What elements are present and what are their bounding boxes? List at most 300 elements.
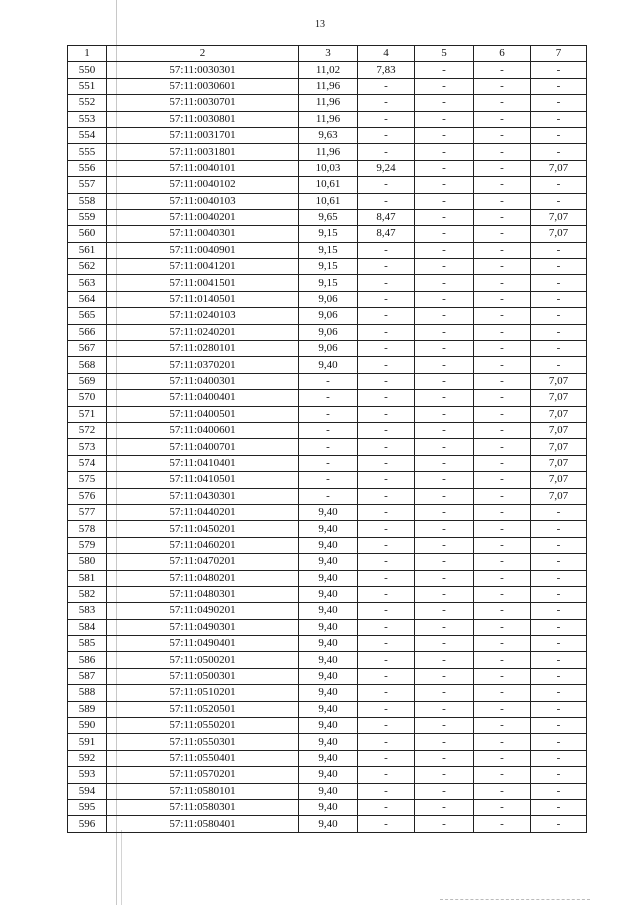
col6-value-cell: - xyxy=(474,177,531,193)
table-row xyxy=(68,570,587,586)
col7-value-cell: 7,07 xyxy=(531,455,587,471)
cadastral-code-cell: 57:11:0550301 xyxy=(107,734,299,750)
col4-value-cell: - xyxy=(358,341,415,357)
table-row xyxy=(68,422,587,438)
row-number-cell: 553 xyxy=(68,111,107,127)
table-row xyxy=(68,193,587,209)
table-row xyxy=(68,373,587,389)
col7-value-cell: - xyxy=(531,554,587,570)
column-header: 2 xyxy=(107,46,299,62)
col3-value-cell: 11,96 xyxy=(299,78,358,94)
header-row xyxy=(68,46,587,62)
col6-value-cell: - xyxy=(474,554,531,570)
cadastral-code-cell: 57:11:0400701 xyxy=(107,439,299,455)
col7-value-cell: - xyxy=(531,193,587,209)
col3-value-cell: 11,02 xyxy=(299,62,358,78)
col6-value-cell: - xyxy=(474,275,531,291)
col4-value-cell: - xyxy=(358,799,415,815)
row-number-cell: 554 xyxy=(68,127,107,143)
col4-value-cell: - xyxy=(358,127,415,143)
cadastral-code-cell: 57:11:0400301 xyxy=(107,373,299,389)
col6-value-cell: - xyxy=(474,636,531,652)
col5-value-cell: - xyxy=(415,127,474,143)
cadastral-code-cell: 57:11:0440201 xyxy=(107,504,299,520)
col5-value-cell: - xyxy=(415,455,474,471)
col5-value-cell: - xyxy=(415,242,474,258)
col6-value-cell: - xyxy=(474,718,531,734)
col7-value-cell: - xyxy=(531,324,587,340)
row-number-cell: 570 xyxy=(68,390,107,406)
col3-value-cell: - xyxy=(299,422,358,438)
col6-value-cell: - xyxy=(474,816,531,832)
table-row xyxy=(68,291,587,307)
col4-value-cell: - xyxy=(358,619,415,635)
col7-value-cell: - xyxy=(531,95,587,111)
col6-value-cell: - xyxy=(474,439,531,455)
cadastral-code-cell: 57:11:0450201 xyxy=(107,521,299,537)
scan-artifact-line xyxy=(440,899,590,901)
table-row xyxy=(68,439,587,455)
cadastral-code-cell: 57:11:0400401 xyxy=(107,390,299,406)
table-row xyxy=(68,324,587,340)
table-row xyxy=(68,521,587,537)
col6-value-cell: - xyxy=(474,701,531,717)
col7-value-cell: - xyxy=(531,78,587,94)
row-number-cell: 590 xyxy=(68,718,107,734)
cadastral-code-cell: 57:11:0580101 xyxy=(107,783,299,799)
col5-value-cell: - xyxy=(415,767,474,783)
cadastral-code-cell: 57:11:0510201 xyxy=(107,685,299,701)
row-number-cell: 596 xyxy=(68,816,107,832)
col3-value-cell: 9,40 xyxy=(299,701,358,717)
col4-value-cell: - xyxy=(358,586,415,602)
col6-value-cell: - xyxy=(474,127,531,143)
cadastral-code-cell: 57:11:0030701 xyxy=(107,95,299,111)
col3-value-cell: - xyxy=(299,406,358,422)
col7-value-cell: - xyxy=(531,718,587,734)
col7-value-cell: 7,07 xyxy=(531,209,587,225)
cadastral-code-cell: 57:11:0040201 xyxy=(107,209,299,225)
col6-value-cell: - xyxy=(474,455,531,471)
col3-value-cell: - xyxy=(299,455,358,471)
col5-value-cell: - xyxy=(415,521,474,537)
table-row xyxy=(68,586,587,602)
column-header: 3 xyxy=(299,46,358,62)
row-number-cell: 593 xyxy=(68,767,107,783)
col4-value-cell: - xyxy=(358,488,415,504)
row-number-cell: 577 xyxy=(68,504,107,520)
col5-value-cell: - xyxy=(415,177,474,193)
col6-value-cell: - xyxy=(474,783,531,799)
col3-value-cell: 9,40 xyxy=(299,619,358,635)
table-row xyxy=(68,472,587,488)
col6-value-cell: - xyxy=(474,259,531,275)
col5-value-cell: - xyxy=(415,537,474,553)
col5-value-cell: - xyxy=(415,816,474,832)
col4-value-cell: - xyxy=(358,521,415,537)
table-row xyxy=(68,341,587,357)
col6-value-cell: - xyxy=(474,78,531,94)
table-row xyxy=(68,750,587,766)
cadastral-code-cell: 57:11:0040103 xyxy=(107,193,299,209)
col7-value-cell: - xyxy=(531,111,587,127)
col4-value-cell: - xyxy=(358,816,415,832)
cadastral-code-cell: 57:11:0470201 xyxy=(107,554,299,570)
col3-value-cell: 9,40 xyxy=(299,718,358,734)
col7-value-cell: - xyxy=(531,734,587,750)
col5-value-cell: - xyxy=(415,750,474,766)
col7-value-cell: - xyxy=(531,750,587,766)
col7-value-cell: - xyxy=(531,357,587,373)
col5-value-cell: - xyxy=(415,701,474,717)
col5-value-cell: - xyxy=(415,619,474,635)
row-number-cell: 551 xyxy=(68,78,107,94)
cadastral-code-cell: 57:11:0031701 xyxy=(107,127,299,143)
table-row xyxy=(68,308,587,324)
table-row xyxy=(68,734,587,750)
col7-value-cell: - xyxy=(531,177,587,193)
col5-value-cell: - xyxy=(415,226,474,242)
col3-value-cell: 9,15 xyxy=(299,242,358,258)
col5-value-cell: - xyxy=(415,422,474,438)
col3-value-cell: - xyxy=(299,488,358,504)
col7-value-cell: - xyxy=(531,62,587,78)
col4-value-cell: - xyxy=(358,472,415,488)
row-number-cell: 562 xyxy=(68,259,107,275)
col3-value-cell: 9,40 xyxy=(299,537,358,553)
row-number-cell: 550 xyxy=(68,62,107,78)
col6-value-cell: - xyxy=(474,226,531,242)
cadastral-code-cell: 57:11:0580301 xyxy=(107,799,299,815)
col3-value-cell: 10,61 xyxy=(299,193,358,209)
col4-value-cell: - xyxy=(358,275,415,291)
cadastral-code-cell: 57:11:0500201 xyxy=(107,652,299,668)
column-header: 1 xyxy=(68,46,107,62)
table-body xyxy=(68,62,587,832)
cadastral-code-cell: 57:11:0580401 xyxy=(107,816,299,832)
cadastral-code-cell: 57:11:0460201 xyxy=(107,537,299,553)
row-number-cell: 579 xyxy=(68,537,107,553)
col7-value-cell: - xyxy=(531,144,587,160)
col3-value-cell: 9,40 xyxy=(299,586,358,602)
cadastral-code-cell: 57:11:0550201 xyxy=(107,718,299,734)
col4-value-cell: 7,83 xyxy=(358,62,415,78)
col5-value-cell: - xyxy=(415,324,474,340)
cadastral-code-cell: 57:11:0520501 xyxy=(107,701,299,717)
col5-value-cell: - xyxy=(415,472,474,488)
col6-value-cell: - xyxy=(474,734,531,750)
column-header: 6 xyxy=(474,46,531,62)
col7-value-cell: 7,07 xyxy=(531,373,587,389)
col3-value-cell: 9,06 xyxy=(299,308,358,324)
row-number-cell: 575 xyxy=(68,472,107,488)
row-number-cell: 588 xyxy=(68,685,107,701)
row-number-cell: 581 xyxy=(68,570,107,586)
col5-value-cell: - xyxy=(415,439,474,455)
col3-value-cell: - xyxy=(299,373,358,389)
cadastral-code-cell: 57:11:0480201 xyxy=(107,570,299,586)
table-row xyxy=(68,111,587,127)
row-number-cell: 595 xyxy=(68,799,107,815)
row-number-cell: 556 xyxy=(68,160,107,176)
row-number-cell: 552 xyxy=(68,95,107,111)
table-row xyxy=(68,177,587,193)
cadastral-code-cell: 57:11:0040102 xyxy=(107,177,299,193)
col7-value-cell: 7,07 xyxy=(531,439,587,455)
col5-value-cell: - xyxy=(415,111,474,127)
cadastral-code-cell: 57:11:0031801 xyxy=(107,144,299,160)
row-number-cell: 589 xyxy=(68,701,107,717)
col5-value-cell: - xyxy=(415,308,474,324)
row-number-cell: 565 xyxy=(68,308,107,324)
table-row xyxy=(68,488,587,504)
col6-value-cell: - xyxy=(474,144,531,160)
col6-value-cell: - xyxy=(474,685,531,701)
table-row xyxy=(68,767,587,783)
col6-value-cell: - xyxy=(474,603,531,619)
col4-value-cell: - xyxy=(358,636,415,652)
col3-value-cell: 9,40 xyxy=(299,685,358,701)
col6-value-cell: - xyxy=(474,586,531,602)
table-row xyxy=(68,275,587,291)
col7-value-cell: - xyxy=(531,668,587,684)
table-row xyxy=(68,619,587,635)
col5-value-cell: - xyxy=(415,259,474,275)
col4-value-cell: - xyxy=(358,259,415,275)
col5-value-cell: - xyxy=(415,275,474,291)
col6-value-cell: - xyxy=(474,668,531,684)
col3-value-cell: 9,15 xyxy=(299,259,358,275)
col4-value-cell: - xyxy=(358,455,415,471)
col4-value-cell: 8,47 xyxy=(358,209,415,225)
col6-value-cell: - xyxy=(474,193,531,209)
col4-value-cell: - xyxy=(358,324,415,340)
col5-value-cell: - xyxy=(415,783,474,799)
col7-value-cell: - xyxy=(531,767,587,783)
col7-value-cell: - xyxy=(531,603,587,619)
col7-value-cell: 7,07 xyxy=(531,472,587,488)
col7-value-cell: 7,07 xyxy=(531,390,587,406)
cadastral-code-cell: 57:11:0280101 xyxy=(107,341,299,357)
col3-value-cell: 9,40 xyxy=(299,570,358,586)
col3-value-cell: - xyxy=(299,439,358,455)
row-number-cell: 592 xyxy=(68,750,107,766)
col6-value-cell: - xyxy=(474,406,531,422)
col5-value-cell: - xyxy=(415,291,474,307)
cadastral-code-cell: 57:11:0030301 xyxy=(107,62,299,78)
col6-value-cell: - xyxy=(474,488,531,504)
col6-value-cell: - xyxy=(474,750,531,766)
table-row xyxy=(68,78,587,94)
col7-value-cell: 7,07 xyxy=(531,226,587,242)
table-row xyxy=(68,209,587,225)
table-row xyxy=(68,718,587,734)
table-row xyxy=(68,504,587,520)
col7-value-cell: - xyxy=(531,816,587,832)
col4-value-cell: - xyxy=(358,783,415,799)
table-row xyxy=(68,603,587,619)
col6-value-cell: - xyxy=(474,324,531,340)
table-row xyxy=(68,160,587,176)
col4-value-cell: - xyxy=(358,111,415,127)
col4-value-cell: - xyxy=(358,144,415,160)
row-number-cell: 573 xyxy=(68,439,107,455)
col7-value-cell: - xyxy=(531,504,587,520)
row-number-cell: 594 xyxy=(68,783,107,799)
table-row xyxy=(68,226,587,242)
col7-value-cell: - xyxy=(531,275,587,291)
col7-value-cell: - xyxy=(531,127,587,143)
col5-value-cell: - xyxy=(415,62,474,78)
col7-value-cell: - xyxy=(531,685,587,701)
col6-value-cell: - xyxy=(474,291,531,307)
table-row xyxy=(68,783,587,799)
col5-value-cell: - xyxy=(415,78,474,94)
table-row xyxy=(68,799,587,815)
col3-value-cell: 11,96 xyxy=(299,95,358,111)
col4-value-cell: - xyxy=(358,95,415,111)
table-row xyxy=(68,636,587,652)
col7-value-cell: - xyxy=(531,291,587,307)
row-number-cell: 587 xyxy=(68,668,107,684)
table-row xyxy=(68,144,587,160)
row-number-cell: 576 xyxy=(68,488,107,504)
col4-value-cell: - xyxy=(358,734,415,750)
row-number-cell: 585 xyxy=(68,636,107,652)
col5-value-cell: - xyxy=(415,160,474,176)
col7-value-cell: - xyxy=(531,701,587,717)
table-row xyxy=(68,62,587,78)
col5-value-cell: - xyxy=(415,193,474,209)
col3-value-cell: - xyxy=(299,390,358,406)
col4-value-cell: - xyxy=(358,603,415,619)
col7-value-cell: - xyxy=(531,570,587,586)
row-number-cell: 559 xyxy=(68,209,107,225)
col3-value-cell: 9,63 xyxy=(299,127,358,143)
col5-value-cell: - xyxy=(415,144,474,160)
col7-value-cell: 7,07 xyxy=(531,422,587,438)
row-number-cell: 578 xyxy=(68,521,107,537)
col5-value-cell: - xyxy=(415,95,474,111)
page-number: 13 xyxy=(315,19,325,30)
col6-value-cell: - xyxy=(474,652,531,668)
col7-value-cell: - xyxy=(531,259,587,275)
col6-value-cell: - xyxy=(474,357,531,373)
cadastral-code-cell: 57:11:0480301 xyxy=(107,586,299,602)
col5-value-cell: - xyxy=(415,504,474,520)
col3-value-cell: 10,03 xyxy=(299,160,358,176)
col4-value-cell: 9,24 xyxy=(358,160,415,176)
cadastral-code-cell: 57:11:0500301 xyxy=(107,668,299,684)
col4-value-cell: - xyxy=(358,390,415,406)
col4-value-cell: - xyxy=(358,357,415,373)
col3-value-cell: 9,40 xyxy=(299,603,358,619)
col5-value-cell: - xyxy=(415,603,474,619)
col4-value-cell: - xyxy=(358,701,415,717)
col6-value-cell: - xyxy=(474,537,531,553)
col4-value-cell: - xyxy=(358,193,415,209)
table-row xyxy=(68,554,587,570)
col3-value-cell: 9,40 xyxy=(299,799,358,815)
row-number-cell: 564 xyxy=(68,291,107,307)
table-row xyxy=(68,537,587,553)
row-number-cell: 557 xyxy=(68,177,107,193)
row-number-cell: 572 xyxy=(68,422,107,438)
col6-value-cell: - xyxy=(474,209,531,225)
col6-value-cell: - xyxy=(474,242,531,258)
col6-value-cell: - xyxy=(474,308,531,324)
col7-value-cell: - xyxy=(531,619,587,635)
col3-value-cell: 9,15 xyxy=(299,275,358,291)
col4-value-cell: - xyxy=(358,308,415,324)
col4-value-cell: - xyxy=(358,504,415,520)
col5-value-cell: - xyxy=(415,209,474,225)
col3-value-cell: 9,40 xyxy=(299,554,358,570)
cadastral-code-cell: 57:11:0030801 xyxy=(107,111,299,127)
col4-value-cell: - xyxy=(358,373,415,389)
col4-value-cell: - xyxy=(358,554,415,570)
col6-value-cell: - xyxy=(474,422,531,438)
col6-value-cell: - xyxy=(474,619,531,635)
cadastral-code-cell: 57:11:0240103 xyxy=(107,308,299,324)
col5-value-cell: - xyxy=(415,570,474,586)
col3-value-cell: 9,06 xyxy=(299,324,358,340)
col7-value-cell: - xyxy=(531,242,587,258)
row-number-cell: 586 xyxy=(68,652,107,668)
scan-binding-line-lower xyxy=(121,830,122,905)
table-row xyxy=(68,242,587,258)
col3-value-cell: 10,61 xyxy=(299,177,358,193)
col3-value-cell: 9,40 xyxy=(299,504,358,520)
table-row xyxy=(68,406,587,422)
col3-value-cell: 11,96 xyxy=(299,111,358,127)
table-row xyxy=(68,95,587,111)
col3-value-cell: - xyxy=(299,472,358,488)
table-row xyxy=(68,127,587,143)
col3-value-cell: 9,40 xyxy=(299,783,358,799)
cadastral-code-cell: 57:11:0490301 xyxy=(107,619,299,635)
col3-value-cell: 9,40 xyxy=(299,357,358,373)
row-number-cell: 555 xyxy=(68,144,107,160)
cadastral-code-cell: 57:11:0040301 xyxy=(107,226,299,242)
col3-value-cell: 9,40 xyxy=(299,521,358,537)
col4-value-cell: 8,47 xyxy=(358,226,415,242)
col6-value-cell: - xyxy=(474,62,531,78)
cadastral-code-cell: 57:11:0240201 xyxy=(107,324,299,340)
col3-value-cell: 9,06 xyxy=(299,341,358,357)
col5-value-cell: - xyxy=(415,652,474,668)
column-header: 7 xyxy=(531,46,587,62)
col6-value-cell: - xyxy=(474,799,531,815)
col3-value-cell: 9,40 xyxy=(299,652,358,668)
col6-value-cell: - xyxy=(474,160,531,176)
col4-value-cell: - xyxy=(358,718,415,734)
col4-value-cell: - xyxy=(358,439,415,455)
col7-value-cell: 7,07 xyxy=(531,160,587,176)
row-number-cell: 560 xyxy=(68,226,107,242)
col5-value-cell: - xyxy=(415,373,474,389)
cadastral-code-cell: 57:11:0140501 xyxy=(107,291,299,307)
cadastral-code-cell: 57:11:0490401 xyxy=(107,636,299,652)
col6-value-cell: - xyxy=(474,521,531,537)
col5-value-cell: - xyxy=(415,390,474,406)
column-header: 5 xyxy=(415,46,474,62)
col6-value-cell: - xyxy=(474,570,531,586)
row-number-cell: 591 xyxy=(68,734,107,750)
table-row xyxy=(68,455,587,471)
col5-value-cell: - xyxy=(415,636,474,652)
col5-value-cell: - xyxy=(415,554,474,570)
